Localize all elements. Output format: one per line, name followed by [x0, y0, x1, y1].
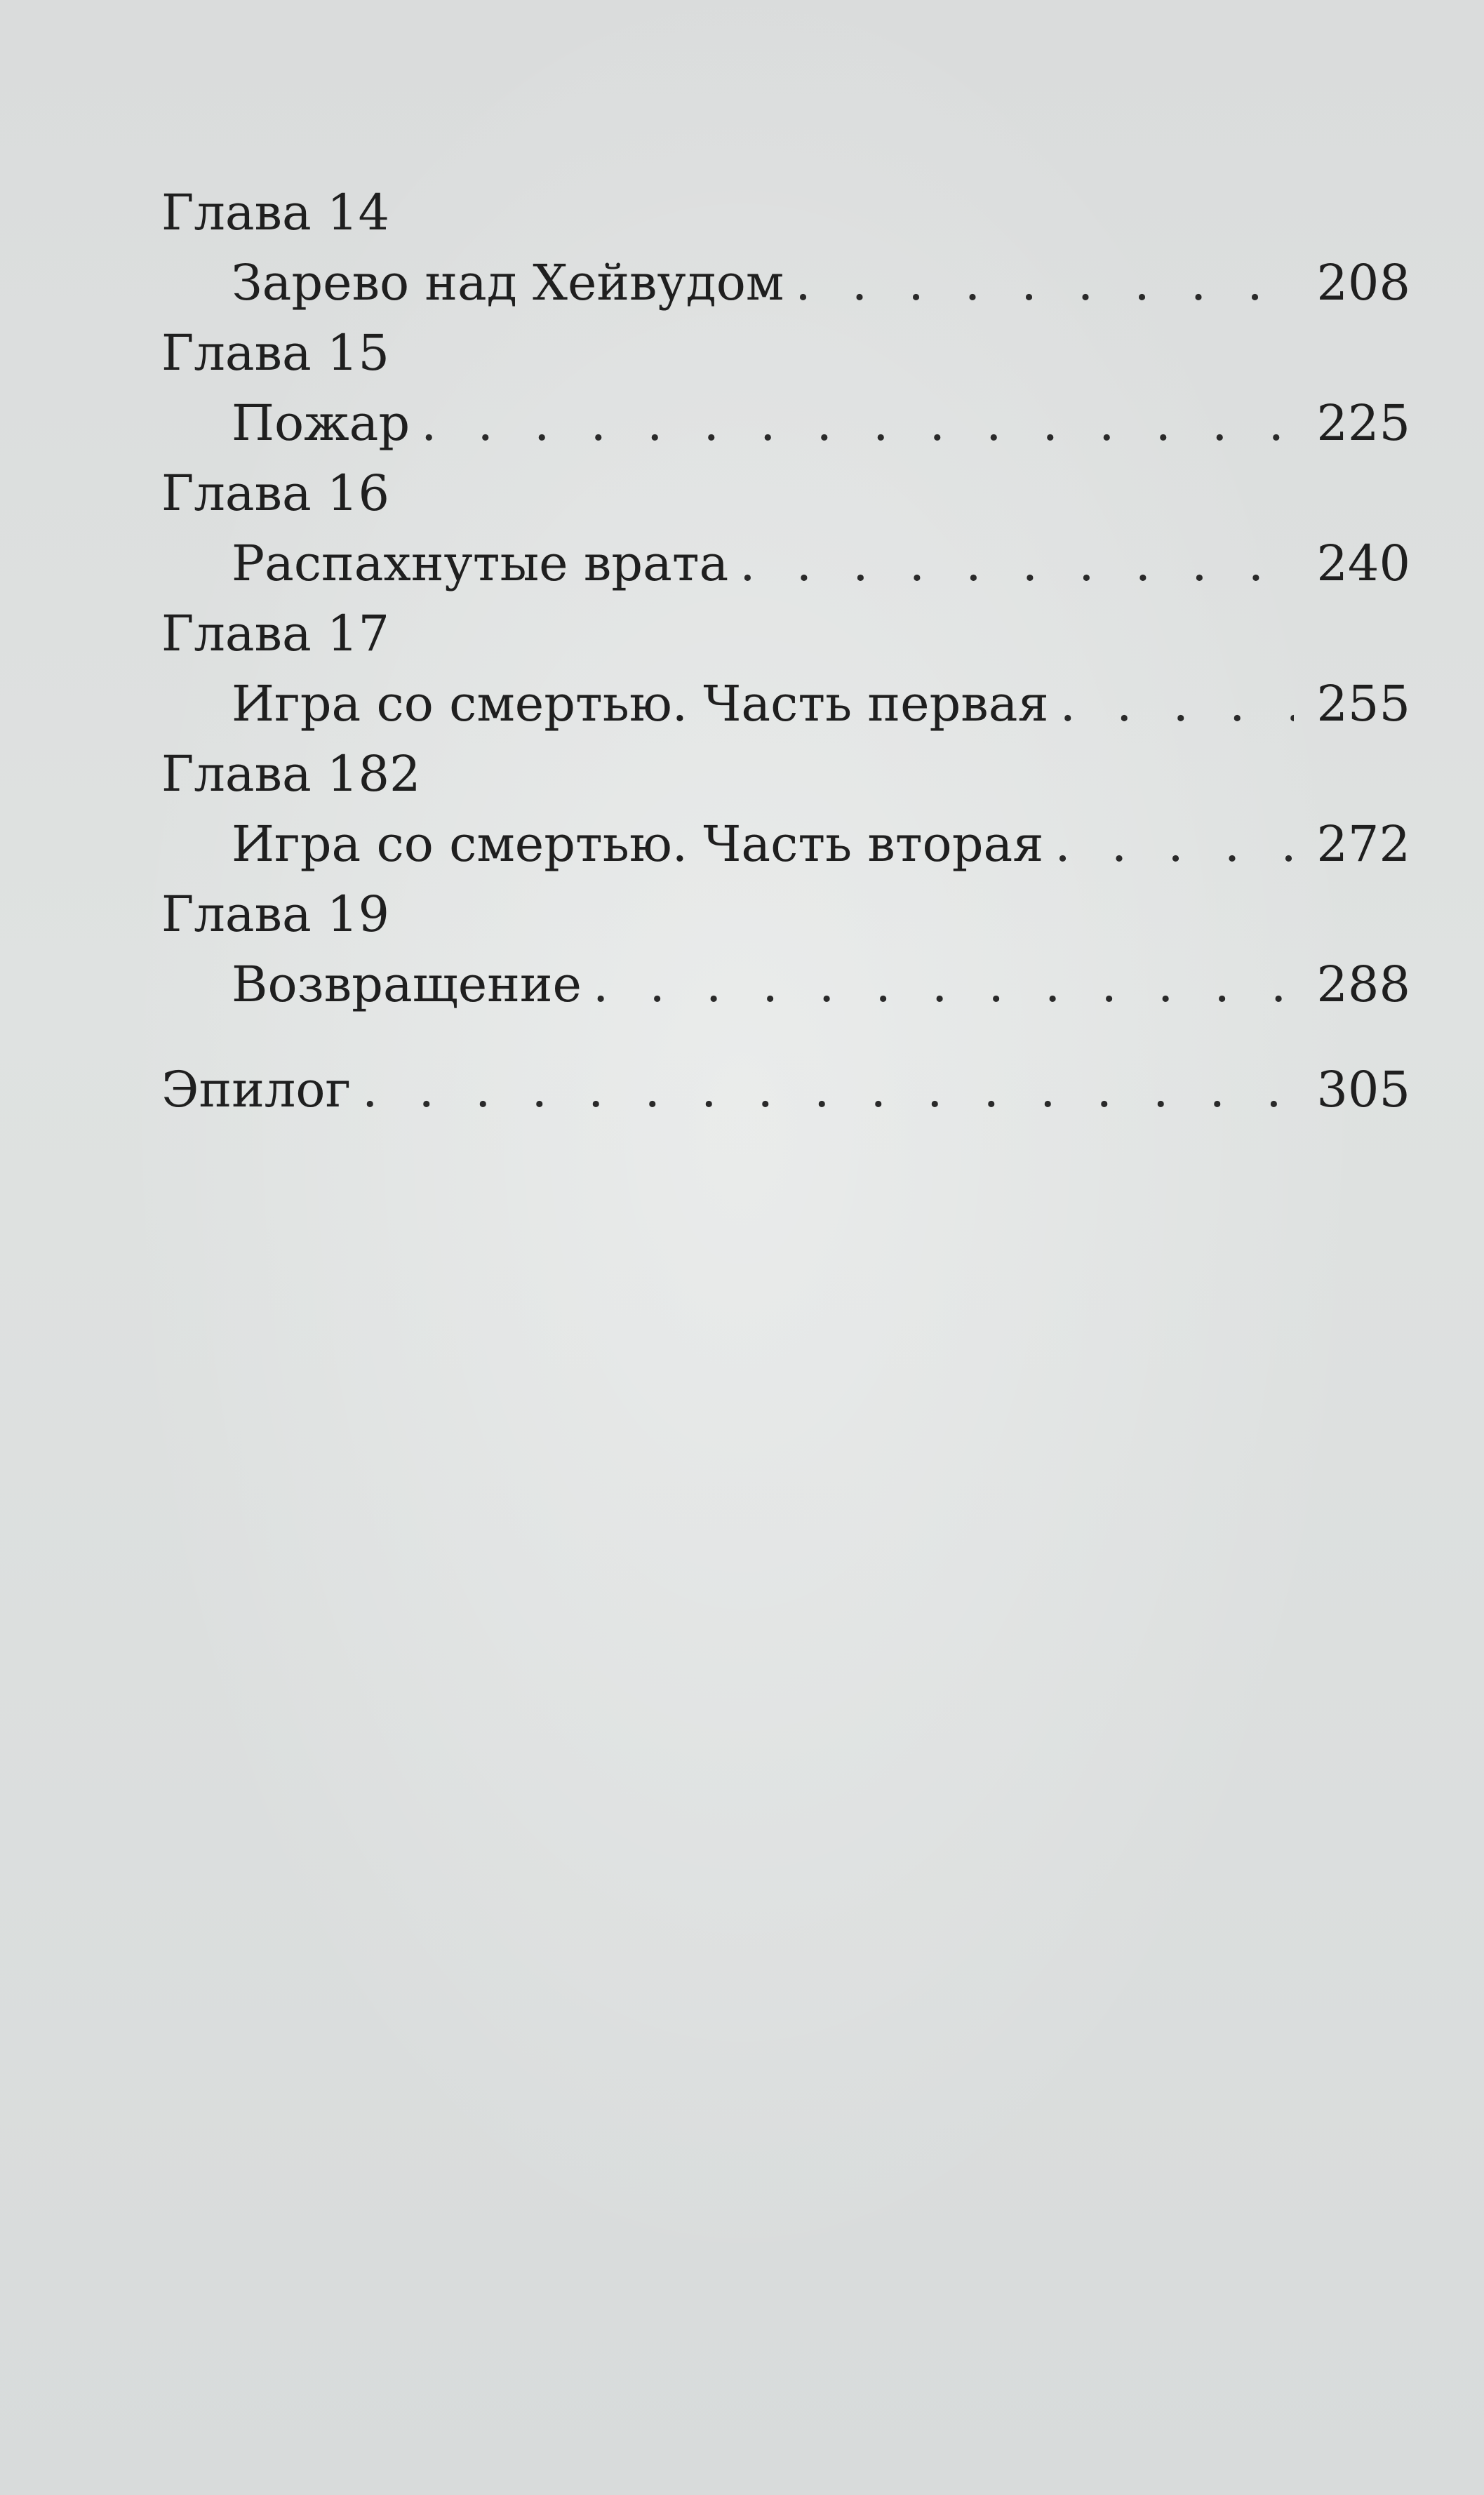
toc-line: [161, 667, 1410, 740]
toc-entry-epilogue: [161, 1053, 1410, 1126]
toc-line: [161, 246, 1410, 319]
dot-leader: [593, 948, 1294, 1021]
chapter-label: Глава 14: [161, 184, 390, 241]
toc-line: [161, 808, 1410, 881]
toc-entry-chapter-15: [161, 319, 1410, 460]
page-number: 305: [1316, 1061, 1410, 1118]
dot-leader: [1060, 667, 1294, 740]
chapter-label: Глава 182: [161, 745, 421, 803]
toc-entry-chapter-14: [161, 179, 1410, 319]
page-number: 255: [1316, 675, 1410, 733]
toc-entry-chapter-16: [161, 460, 1410, 600]
dot-leader: [740, 527, 1294, 600]
dot-leader: [795, 246, 1294, 319]
chapter-title: Распахнутые врата: [232, 535, 729, 592]
toc-line: [161, 387, 1410, 460]
table-of-contents: [161, 179, 1410, 1126]
dot-leader: [1055, 808, 1294, 881]
chapter-label: Глава 17: [161, 605, 390, 662]
dot-leader: [362, 1053, 1294, 1126]
chapter-label: Глава 16: [161, 464, 390, 522]
page-number: 272: [1316, 815, 1410, 873]
chapter-label: Глава 19: [161, 885, 390, 943]
chapter-title: Пожар: [232, 394, 410, 452]
page-number: 288: [1316, 956, 1410, 1013]
chapter-label: Глава 15: [161, 324, 390, 382]
toc-entry-chapter-19: [161, 881, 1410, 1021]
toc-entry-chapter-18: [161, 740, 1410, 881]
chapter-title: Игра со смертью. Часть вторая: [232, 815, 1044, 873]
page-number: 225: [1316, 394, 1410, 452]
dot-leader: [421, 387, 1294, 460]
page-number: 240: [1316, 535, 1410, 592]
toc-line: [161, 948, 1410, 1021]
page-number: 208: [1316, 254, 1410, 312]
chapter-title: Зарево над Хейвудом: [232, 254, 784, 312]
epilogue-title: Эпилог: [161, 1061, 352, 1118]
toc-entry-chapter-17: [161, 600, 1410, 740]
toc-line: [161, 527, 1410, 600]
chapter-title: Игра со смертью. Часть первая: [232, 675, 1049, 733]
chapter-title: Возвращение: [232, 956, 582, 1013]
